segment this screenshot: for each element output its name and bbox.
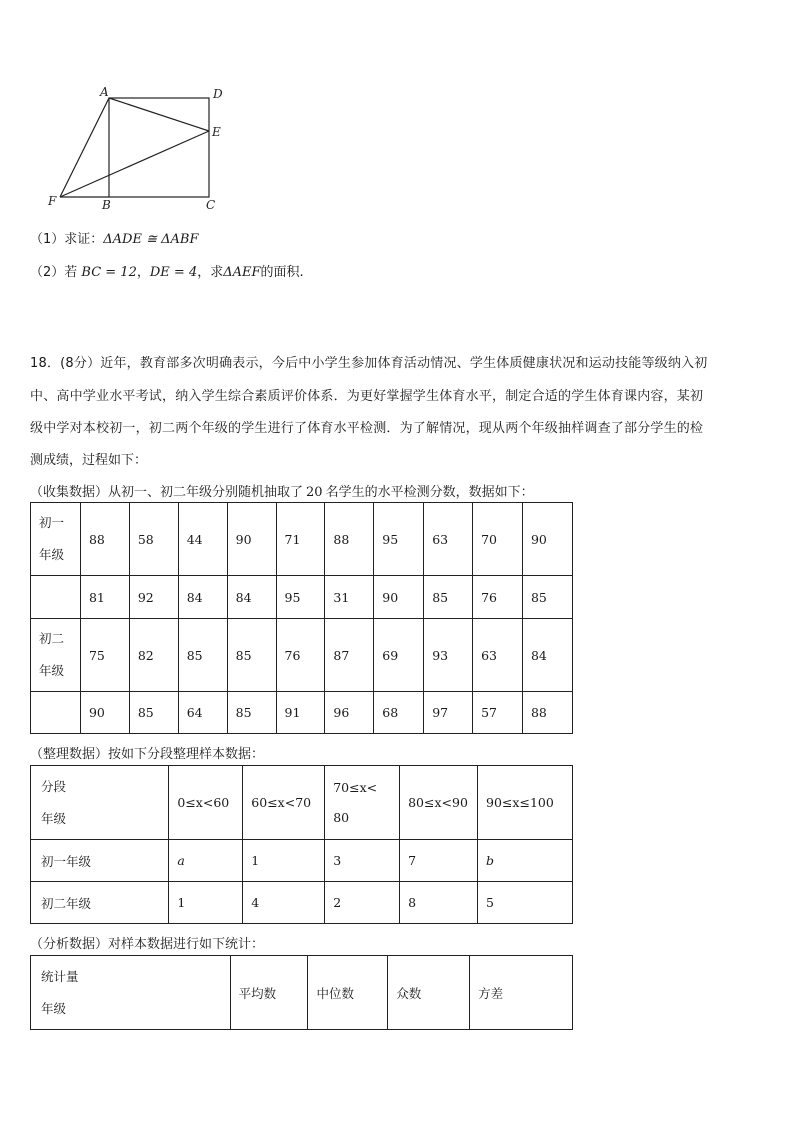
q17-part2-mid: ，求 xyxy=(197,265,224,280)
score-cell: 84 xyxy=(178,576,227,619)
label-b: B xyxy=(102,198,111,212)
score-cell: 82 xyxy=(129,619,178,692)
frequency-table xyxy=(30,765,573,924)
score-cell: 90 xyxy=(80,692,129,734)
scores-table xyxy=(30,502,573,734)
score-cell: 63 xyxy=(424,503,473,576)
score-cell: 69 xyxy=(374,619,424,692)
table-row xyxy=(31,619,573,692)
score-cell: 87 xyxy=(325,619,374,692)
range-cell: 60≤x<70 xyxy=(243,766,325,840)
q18-intro-line1: 18．(8分）近年，教育部多次明确表示，今后中小学生参加体育活动情况、学生体质健康状况和运动技能等级纳入初 xyxy=(30,356,708,371)
analyze-title: （分析数据）对样本数据进行如下统计： xyxy=(30,937,265,952)
table-row xyxy=(31,766,573,840)
range-cell: 70≤x<80 xyxy=(325,766,400,840)
q17-part1-prefix: （1）求证： xyxy=(30,232,104,247)
stat-column-mode: 众数 xyxy=(388,956,470,1030)
header-bottom: 年级 xyxy=(41,810,67,826)
header-top: 统计量 xyxy=(41,968,79,984)
header-bottom: 年级 xyxy=(41,1000,67,1016)
collect-suffix: 名学生的水平检测分数，数据如下： xyxy=(325,485,534,500)
empty-cell xyxy=(31,692,81,734)
geometry-figure xyxy=(40,82,240,214)
score-cell: 84 xyxy=(227,576,276,619)
collect-num: 20 xyxy=(306,485,323,500)
score-cell: 31 xyxy=(325,576,374,619)
score-cell: 93 xyxy=(424,619,473,692)
score-cell: 88 xyxy=(80,503,129,576)
score-cell: 95 xyxy=(374,503,424,576)
row-label: 初一年级 xyxy=(31,840,169,882)
score-cell: 95 xyxy=(276,576,325,619)
stat-column-median: 中位数 xyxy=(308,956,388,1030)
score-cell: 44 xyxy=(178,503,227,576)
score-cell: 88 xyxy=(522,692,572,734)
count-cell: 1 xyxy=(169,882,243,924)
range-cell: 90≤x≤100 xyxy=(478,766,573,840)
score-cell: 81 xyxy=(80,576,129,619)
count-cell: 1 xyxy=(243,840,325,882)
score-cell: 85 xyxy=(227,692,276,734)
score-cell: 85 xyxy=(178,619,227,692)
score-cell: 75 xyxy=(80,619,129,692)
segment-fe xyxy=(60,131,209,197)
count-cell: 7 xyxy=(400,840,478,882)
table-row xyxy=(31,503,573,576)
score-cell: 58 xyxy=(129,503,178,576)
q18-intro-line2: 中、高中学业水平考试，纳入学生综合素质评价体系．为更好掌握学生体育水平，制定合适的学生体育课内容，某初 xyxy=(30,389,704,404)
q17-sep: ， xyxy=(136,265,150,280)
score-cell: 76 xyxy=(276,619,325,692)
score-cell: 90 xyxy=(374,576,424,619)
label-e: E xyxy=(212,125,221,139)
score-cell: 64 xyxy=(178,692,227,734)
segment-af xyxy=(60,98,109,197)
q17-part2-suffix: 的面积. xyxy=(260,265,304,280)
score-cell: 85 xyxy=(424,576,473,619)
q18-intro-line3: 级中学对本校初一，初二两个年级的学生进行了体育水平检测．为了解情况，现从两个年级抽样调查了部分学生的检 xyxy=(30,421,704,436)
count-cell: a xyxy=(169,840,243,882)
table-row xyxy=(31,840,573,882)
score-cell: 70 xyxy=(473,503,523,576)
table-row xyxy=(31,576,573,619)
score-cell: 85 xyxy=(227,619,276,692)
q18-intro-line4: 测成绩，过程如下： xyxy=(30,453,148,468)
label-f: F xyxy=(48,194,57,208)
organize-title: （整理数据）按如下分段整理样本数据： xyxy=(30,747,265,762)
score-cell: 71 xyxy=(276,503,325,576)
empty-cell xyxy=(31,576,81,619)
count-cell: b xyxy=(478,840,573,882)
label-c: C xyxy=(206,198,216,212)
label-a: A xyxy=(100,85,109,99)
q17-bc: BC = 12 xyxy=(81,265,137,280)
q17-part1 xyxy=(30,228,198,247)
score-cell: 76 xyxy=(473,576,523,619)
score-cell: 88 xyxy=(325,503,374,576)
score-cell: 85 xyxy=(129,692,178,734)
table-row xyxy=(31,692,573,734)
score-cell: 57 xyxy=(473,692,523,734)
q17-part2 xyxy=(30,261,304,280)
score-cell: 63 xyxy=(473,619,523,692)
segment-ae xyxy=(109,98,209,131)
statistics-header-label xyxy=(31,956,231,1030)
score-cell: 97 xyxy=(424,692,473,734)
statistics-table xyxy=(30,955,573,1030)
score-cell: 85 xyxy=(522,576,572,619)
square-abcd xyxy=(109,98,209,197)
count-cell: 2 xyxy=(325,882,400,924)
q17-de: DE = 4 xyxy=(149,265,198,280)
range-cell: 80≤x<90 xyxy=(400,766,478,840)
label-d: D xyxy=(213,87,223,101)
grade1-label: 初一年级 xyxy=(31,503,81,576)
score-cell: 90 xyxy=(522,503,572,576)
score-cell: 68 xyxy=(374,692,424,734)
score-cell: 90 xyxy=(227,503,276,576)
q17-part2-prefix: （2）若 xyxy=(30,265,82,280)
count-cell: 5 xyxy=(478,882,573,924)
count-cell: 3 xyxy=(325,840,400,882)
stat-column-variance: 方差 xyxy=(470,956,573,1030)
table-row xyxy=(31,882,573,924)
table-row xyxy=(31,956,573,1030)
count-cell: 8 xyxy=(400,882,478,924)
score-cell: 96 xyxy=(325,692,374,734)
collect-title xyxy=(30,481,534,500)
row-label: 初二年级 xyxy=(31,882,169,924)
count-cell: 4 xyxy=(243,882,325,924)
frequency-header-label xyxy=(31,766,169,840)
q17-aef: ΔAEF xyxy=(223,265,261,280)
grade2-label: 初二年级 xyxy=(31,619,81,692)
score-cell: 84 xyxy=(522,619,572,692)
score-cell: 91 xyxy=(276,692,325,734)
score-cell: 92 xyxy=(129,576,178,619)
header-top: 分段 xyxy=(41,778,67,794)
q17-part1-math: ΔADE ≅ ΔABF xyxy=(103,232,199,247)
stat-column-mean: 平均数 xyxy=(230,956,308,1030)
range-cell: 0≤x<60 xyxy=(169,766,243,840)
collect-prefix: （收集数据）从初一、初二年级分别随机抽取了 xyxy=(30,485,304,500)
